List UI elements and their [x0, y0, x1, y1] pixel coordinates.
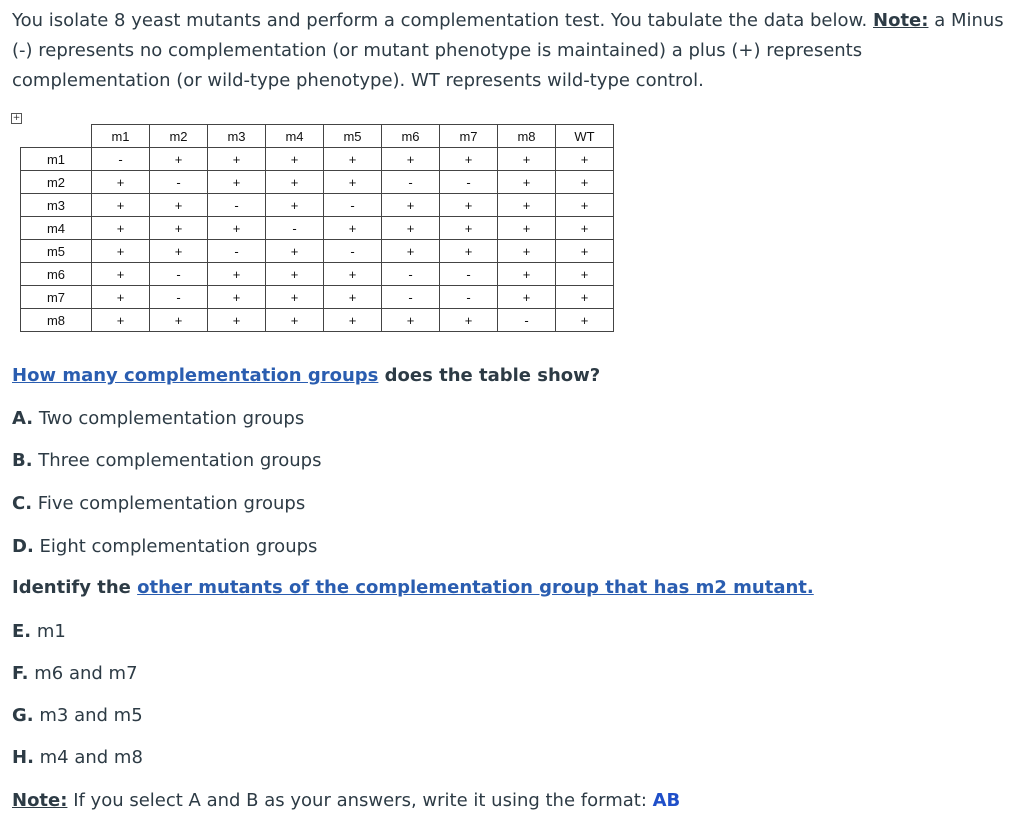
- question-1-link[interactable]: How many complementation groups: [12, 365, 379, 386]
- table-row: [21, 148, 614, 171]
- table-cell: +: [208, 263, 266, 286]
- row-header: m7: [21, 286, 92, 309]
- table-cell: -: [150, 171, 208, 194]
- option-e: E. m1: [12, 621, 66, 642]
- table-cell: +: [92, 171, 150, 194]
- table-cell: -: [208, 240, 266, 263]
- complementation-table: [20, 124, 614, 332]
- column-header: WT: [556, 125, 614, 148]
- option-g: G. m3 and m5: [12, 705, 143, 726]
- table-header-row: [21, 125, 614, 148]
- table-cell: +: [556, 217, 614, 240]
- column-header: m1: [92, 125, 150, 148]
- format-example: AB: [652, 790, 681, 811]
- table-cell: -: [324, 194, 382, 217]
- table-cell: +: [92, 286, 150, 309]
- table-cell: +: [498, 148, 556, 171]
- question-2-link[interactable]: other mutants of the complementation group that has m2 mutant.: [137, 577, 814, 598]
- column-header: m3: [208, 125, 266, 148]
- option-b: B. Three complementation groups: [12, 450, 322, 471]
- table-cell: +: [556, 286, 614, 309]
- table-cell: -: [324, 240, 382, 263]
- column-header: m2: [150, 125, 208, 148]
- table-row: [21, 286, 614, 309]
- table-cell: +: [498, 217, 556, 240]
- table-cell: +: [266, 148, 324, 171]
- table-cell: +: [382, 309, 440, 332]
- question-2-lead: Identify the: [12, 577, 131, 598]
- table-cell: +: [556, 240, 614, 263]
- row-header: m1: [21, 148, 92, 171]
- table-cell: +: [440, 148, 498, 171]
- column-header: m6: [382, 125, 440, 148]
- table-cell: +: [440, 194, 498, 217]
- table-row: [21, 240, 614, 263]
- question-1: [12, 365, 600, 386]
- table-cell: +: [556, 171, 614, 194]
- table-cell: +: [498, 286, 556, 309]
- column-header: m4: [266, 125, 324, 148]
- table-cell: +: [150, 217, 208, 240]
- row-header: m2: [21, 171, 92, 194]
- row-header: m5: [21, 240, 92, 263]
- table-cell: -: [266, 217, 324, 240]
- option-d: D. Eight complementation groups: [12, 536, 318, 557]
- table-cell: +: [92, 240, 150, 263]
- table-cell: +: [382, 148, 440, 171]
- table-cell: +: [150, 240, 208, 263]
- table-cell: +: [92, 309, 150, 332]
- table-cell: +: [266, 194, 324, 217]
- row-header: m6: [21, 263, 92, 286]
- table-cell: +: [440, 309, 498, 332]
- table-cell: +: [556, 309, 614, 332]
- table-cell: +: [498, 171, 556, 194]
- table-cell: +: [208, 286, 266, 309]
- table-cell: -: [440, 286, 498, 309]
- table-cell: -: [92, 148, 150, 171]
- expand-icon[interactable]: +: [12, 113, 21, 123]
- table-corner-cell: [21, 125, 92, 148]
- table-cell: +: [382, 217, 440, 240]
- table-cell: +: [266, 309, 324, 332]
- table-cell: -: [382, 171, 440, 194]
- table-cell: +: [556, 148, 614, 171]
- table-cell: +: [92, 263, 150, 286]
- table-cell: -: [150, 263, 208, 286]
- table-cell: +: [208, 309, 266, 332]
- format-note: [12, 790, 680, 811]
- table-cell: -: [440, 263, 498, 286]
- column-header: m5: [324, 125, 382, 148]
- intro-paragraph: [12, 6, 1012, 96]
- table-cell: +: [498, 194, 556, 217]
- table-cell: +: [324, 217, 382, 240]
- format-note-text: If you select A and B as your answers, write it using the format:: [73, 790, 647, 811]
- table-cell: +: [266, 240, 324, 263]
- table-cell: +: [208, 148, 266, 171]
- question-2: [12, 577, 814, 598]
- table-cell: +: [498, 263, 556, 286]
- table-cell: +: [150, 148, 208, 171]
- option-a: A. Two complementation groups: [12, 408, 305, 429]
- table-cell: +: [382, 194, 440, 217]
- table-cell: +: [324, 148, 382, 171]
- table-cell: +: [382, 240, 440, 263]
- table-cell: +: [440, 240, 498, 263]
- table-cell: +: [92, 217, 150, 240]
- intro-text-1: You isolate 8 yeast mutants and perform a complementation test. You tabulate the data below.: [12, 10, 868, 31]
- table-cell: +: [324, 263, 382, 286]
- table-row: [21, 194, 614, 217]
- column-header: m7: [440, 125, 498, 148]
- row-header: m4: [21, 217, 92, 240]
- table-cell: -: [382, 263, 440, 286]
- table-cell: -: [382, 286, 440, 309]
- option-h: H. m4 and m8: [12, 747, 143, 768]
- option-f: F. m6 and m7: [12, 663, 138, 684]
- intro-text-2: a Minus (-) represents no complementation (or mutant phenotype is maintained) a plus (+) represents complementation (or wild-type phenotype). WT represents wild-type control.: [12, 10, 1004, 91]
- table-cell: +: [92, 194, 150, 217]
- table-cell: +: [150, 309, 208, 332]
- table-cell: +: [150, 194, 208, 217]
- table-cell: -: [498, 309, 556, 332]
- table-body: [21, 148, 614, 332]
- table-cell: +: [498, 240, 556, 263]
- table-cell: +: [324, 171, 382, 194]
- option-c: C. Five complementation groups: [12, 493, 306, 514]
- table-row: [21, 309, 614, 332]
- table-row: [21, 171, 614, 194]
- table-cell: +: [556, 263, 614, 286]
- table-cell: +: [266, 263, 324, 286]
- table-row: [21, 217, 614, 240]
- table-cell: +: [440, 217, 498, 240]
- intro-note-label: Note:: [873, 10, 929, 31]
- table-cell: +: [266, 286, 324, 309]
- format-note-label: Note:: [12, 790, 68, 811]
- question-1-rest: does the table show?: [378, 365, 601, 386]
- row-header: m3: [21, 194, 92, 217]
- table-row: [21, 263, 614, 286]
- column-header: m8: [498, 125, 556, 148]
- table-cell: -: [150, 286, 208, 309]
- table-cell: +: [556, 194, 614, 217]
- row-header: m8: [21, 309, 92, 332]
- table-cell: +: [208, 217, 266, 240]
- table-cell: +: [324, 309, 382, 332]
- table-cell: -: [208, 194, 266, 217]
- table-cell: +: [266, 171, 324, 194]
- table-cell: +: [324, 286, 382, 309]
- table-cell: -: [440, 171, 498, 194]
- table-cell: +: [208, 171, 266, 194]
